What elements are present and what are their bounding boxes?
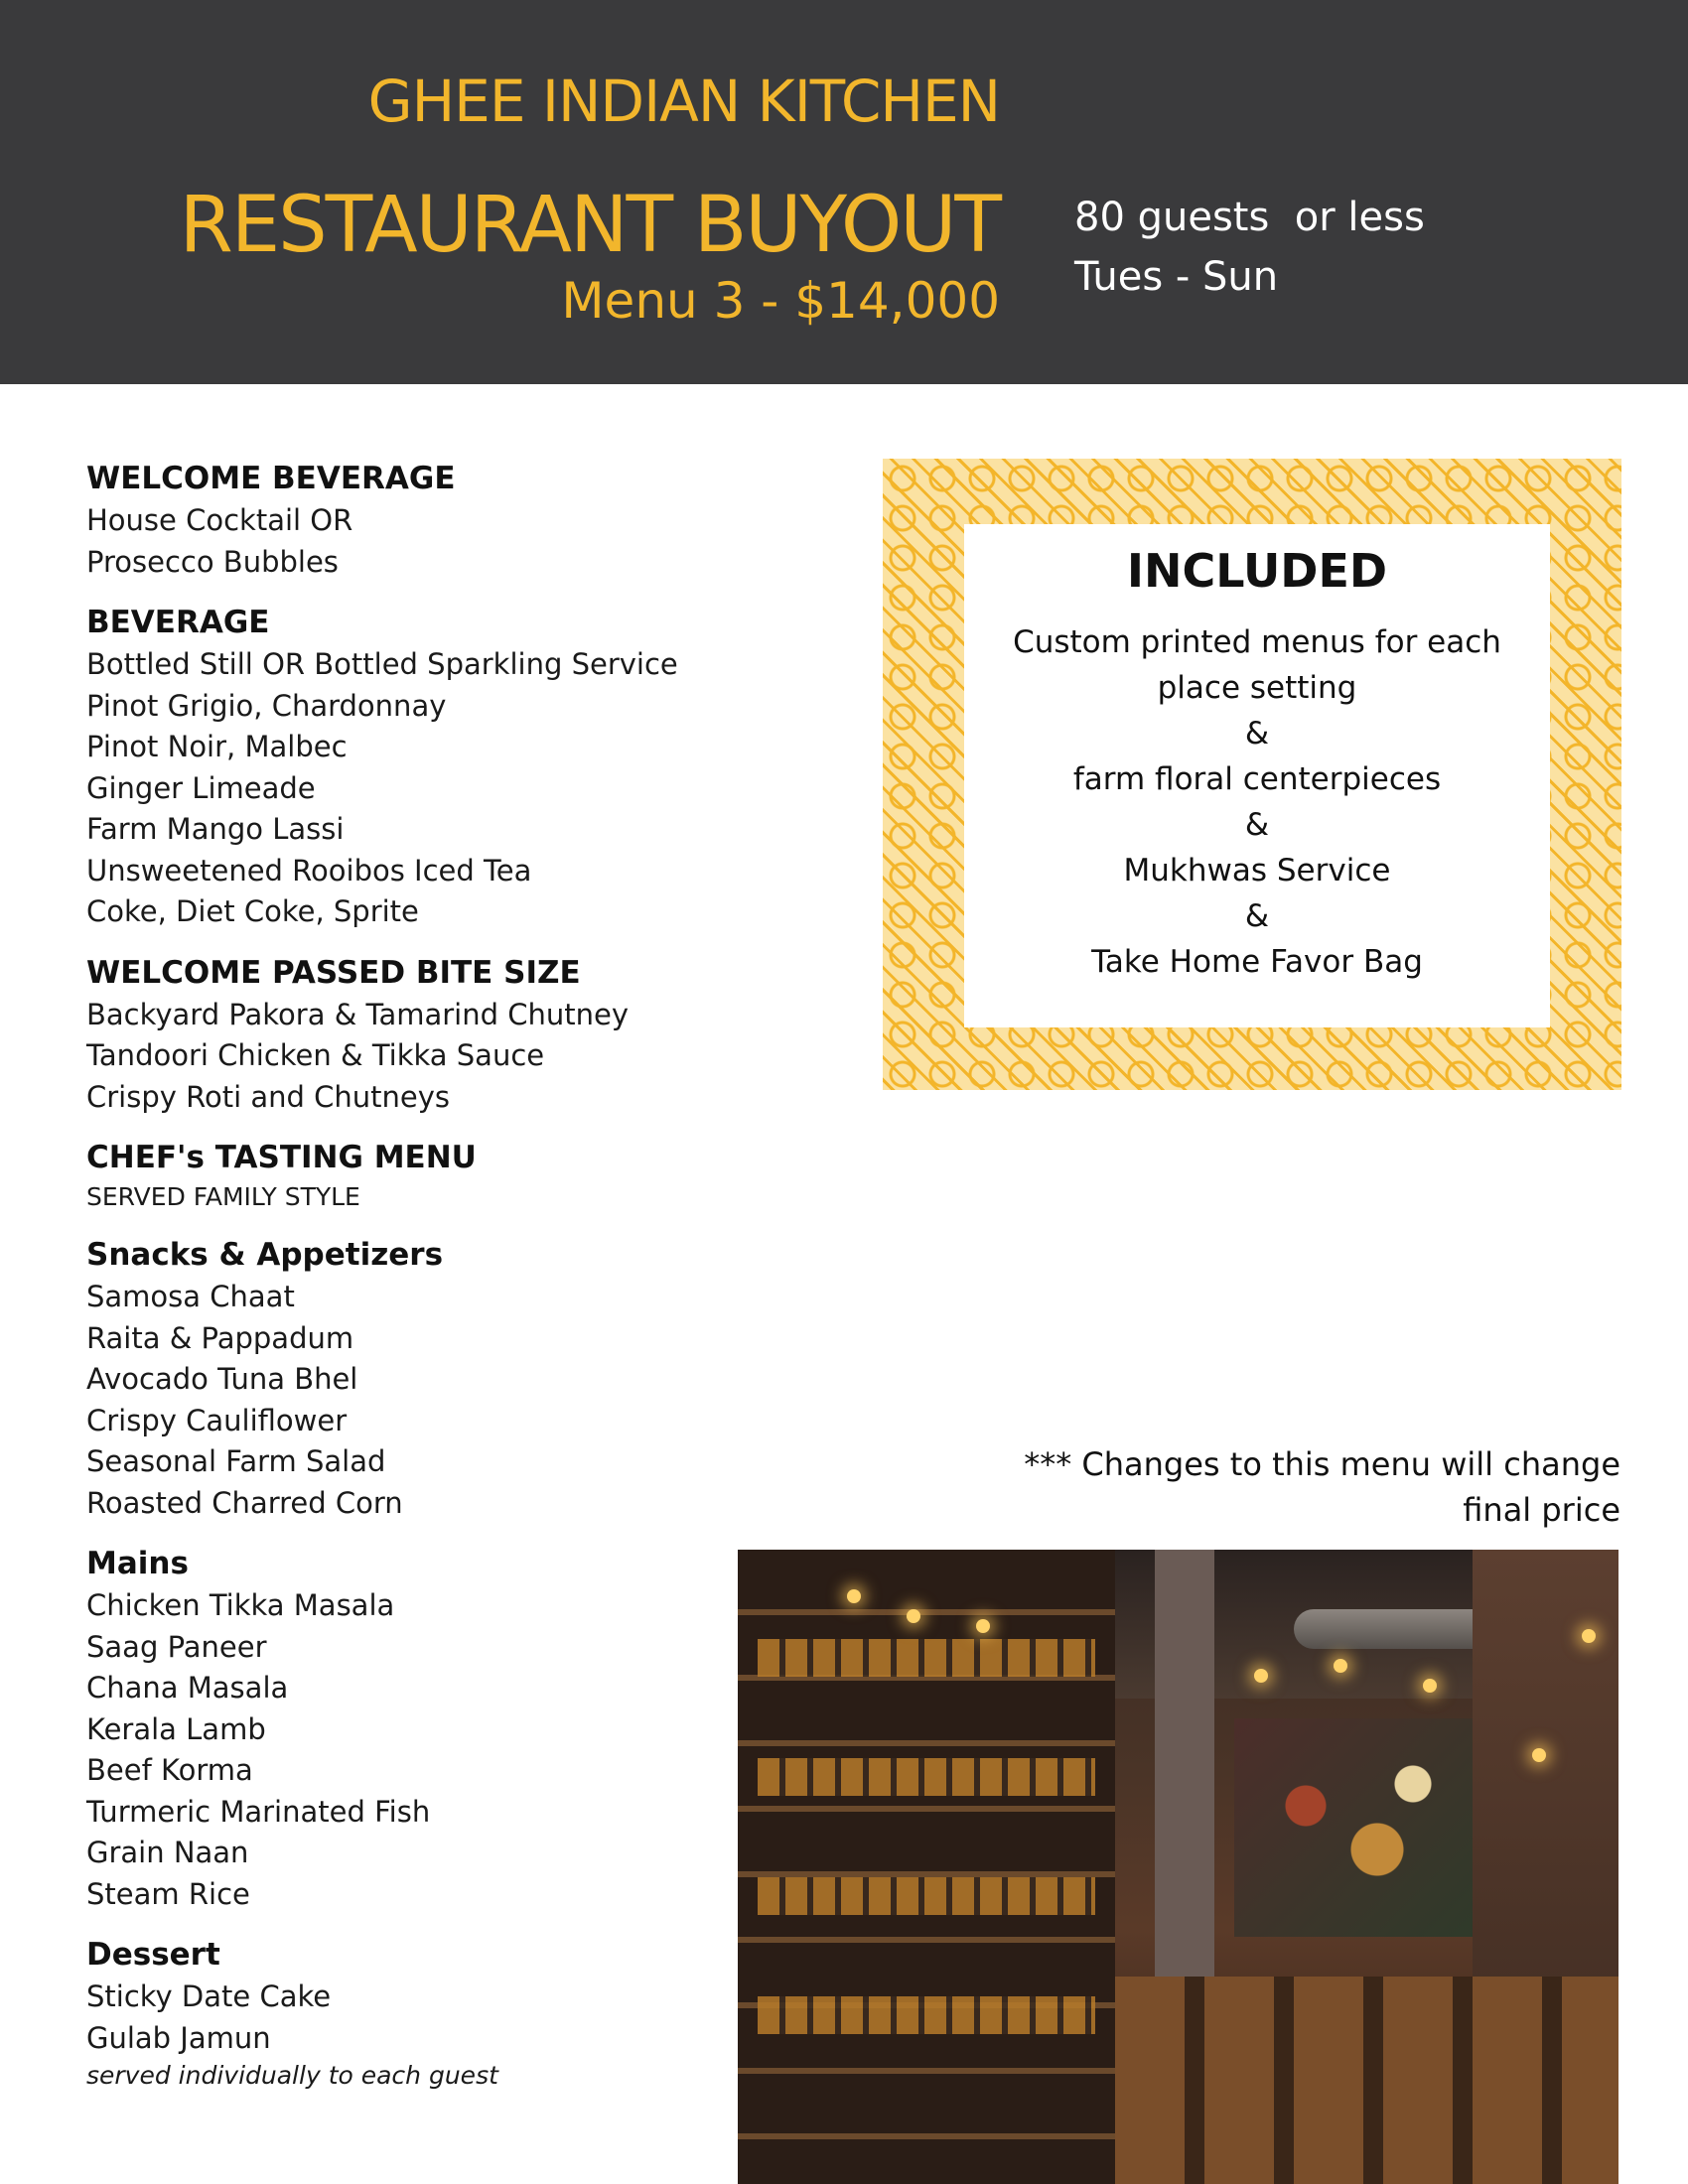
menu-item: Sticky Date Cake — [86, 1979, 332, 2013]
menu-item: Prosecco Bubbles — [86, 544, 339, 579]
menu-item: Samosa Chaat — [86, 1280, 295, 1313]
available-days: Tues - Sun — [1074, 254, 1279, 300]
section-title: Snacks & Appetizers — [86, 1237, 444, 1273]
section-tasting-menu — [86, 1136, 722, 1215]
pendant-light — [907, 1609, 920, 1623]
menu-item: Kerala Lamb — [86, 1711, 266, 1746]
pendant-light — [847, 1589, 861, 1603]
included-box — [883, 459, 1621, 1090]
dining-tables — [1115, 1977, 1618, 2184]
floral-mural — [1234, 1718, 1473, 1937]
menu-item: Grain Naan — [86, 1836, 249, 1869]
menu-item: Backyard Pakora & Tamarind Chutney — [86, 997, 630, 1031]
pendant-light — [1254, 1669, 1268, 1683]
included-line: Custom printed menus for each — [1013, 624, 1501, 660]
price-change-note-line: *** Changes to this menu will change — [1024, 1445, 1620, 1483]
guest-limit: 80 guests or less — [1074, 195, 1425, 240]
pendant-light — [1334, 1659, 1347, 1673]
menu-column — [86, 457, 722, 2111]
menu-item: Crispy Cauliflower — [86, 1403, 348, 1437]
pendant-light — [1532, 1748, 1546, 1762]
menu-item: Unsweetened Rooibos Iced Tea — [86, 853, 532, 887]
section-snacks — [86, 1233, 722, 1524]
menu-item: Avocado Tuna Bhel — [86, 1362, 358, 1396]
menu-item: Saag Paneer — [86, 1629, 267, 1664]
pendant-light — [976, 1619, 990, 1633]
section-title: WELCOME PASSED BITE SIZE — [86, 954, 581, 991]
section-mains — [86, 1542, 722, 1915]
section-title: BEVERAGE — [86, 605, 270, 640]
included-line: & — [1244, 807, 1270, 843]
menu-item: Turmeric Marinated Fish — [86, 1794, 431, 1829]
section-title: Dessert — [86, 1937, 220, 1973]
menu-item: Pinot Noir, Malbec — [86, 730, 348, 763]
menu-item: Farm Mango Lassi — [86, 812, 345, 846]
menu-item: Bottled Still OR Bottled Sparkling Service — [86, 647, 678, 681]
pendant-light — [1423, 1679, 1437, 1693]
jar-row — [758, 1996, 1095, 2034]
section-beverage — [86, 601, 722, 933]
included-line: & — [1244, 898, 1270, 934]
included-title: INCLUDED — [1126, 544, 1388, 598]
menu-item: Beef Korma — [86, 1753, 253, 1787]
restaurant-interior-photo — [738, 1550, 1618, 2184]
menu-item: Chicken Tikka Masala — [86, 1588, 395, 1622]
menu-item: Coke, Diet Coke, Sprite — [86, 894, 419, 928]
included-line: place setting — [1157, 670, 1357, 706]
section-title: WELCOME BEVERAGE — [86, 461, 456, 496]
menu-item: Ginger Limeade — [86, 770, 316, 805]
included-line: & — [1244, 716, 1270, 751]
price-change-note — [925, 1441, 1620, 1533]
menu-item: Chana Masala — [86, 1671, 289, 1705]
menu-item: House Cocktail OR — [86, 503, 353, 537]
section-title: CHEF's TASTING MENU — [86, 1140, 477, 1175]
included-line: Mukhwas Service — [1123, 853, 1391, 888]
included-list — [964, 619, 1550, 985]
menu-item: Gulab Jamun — [86, 2020, 271, 2055]
menu-item: Pinot Grigio, Chardonnay — [86, 688, 447, 723]
included-line: Take Home Favor Bag — [1091, 944, 1423, 980]
included-panel — [964, 524, 1550, 1027]
section-dessert — [86, 1933, 722, 2093]
section-passed-bites — [86, 951, 722, 1119]
restaurant-name: GHEE INDIAN KITCHEN — [367, 68, 1000, 135]
price-change-note-line: final price — [1463, 1491, 1620, 1529]
included-line: farm floral centerpieces — [1072, 761, 1442, 797]
jar-row — [758, 1639, 1095, 1677]
menu-item: Tandoori Chicken & Tikka Sauce — [86, 1038, 545, 1072]
menu-item: Roasted Charred Corn — [86, 1485, 403, 1520]
section-title: Mains — [86, 1546, 189, 1581]
jar-row — [758, 1877, 1095, 1915]
menu-price: Menu 3 - $14,000 — [561, 272, 1000, 330]
event-title: RESTAURANT BUYOUT — [179, 181, 1000, 270]
section-subtitle: SERVED FAMILY STYLE — [86, 1182, 360, 1211]
dessert-note: served individually to each guest — [86, 2061, 498, 2090]
menu-item: Steam Rice — [86, 1876, 250, 1911]
pendant-light — [1582, 1629, 1596, 1643]
jar-row — [758, 1758, 1095, 1796]
section-welcome-beverage — [86, 457, 722, 583]
pantry-shelves — [738, 1550, 1115, 2184]
menu-item: Raita & Pappadum — [86, 1320, 354, 1355]
header-banner — [0, 0, 1688, 384]
menu-item: Crispy Roti and Chutneys — [86, 1079, 451, 1114]
menu-item: Seasonal Farm Salad — [86, 1444, 386, 1478]
